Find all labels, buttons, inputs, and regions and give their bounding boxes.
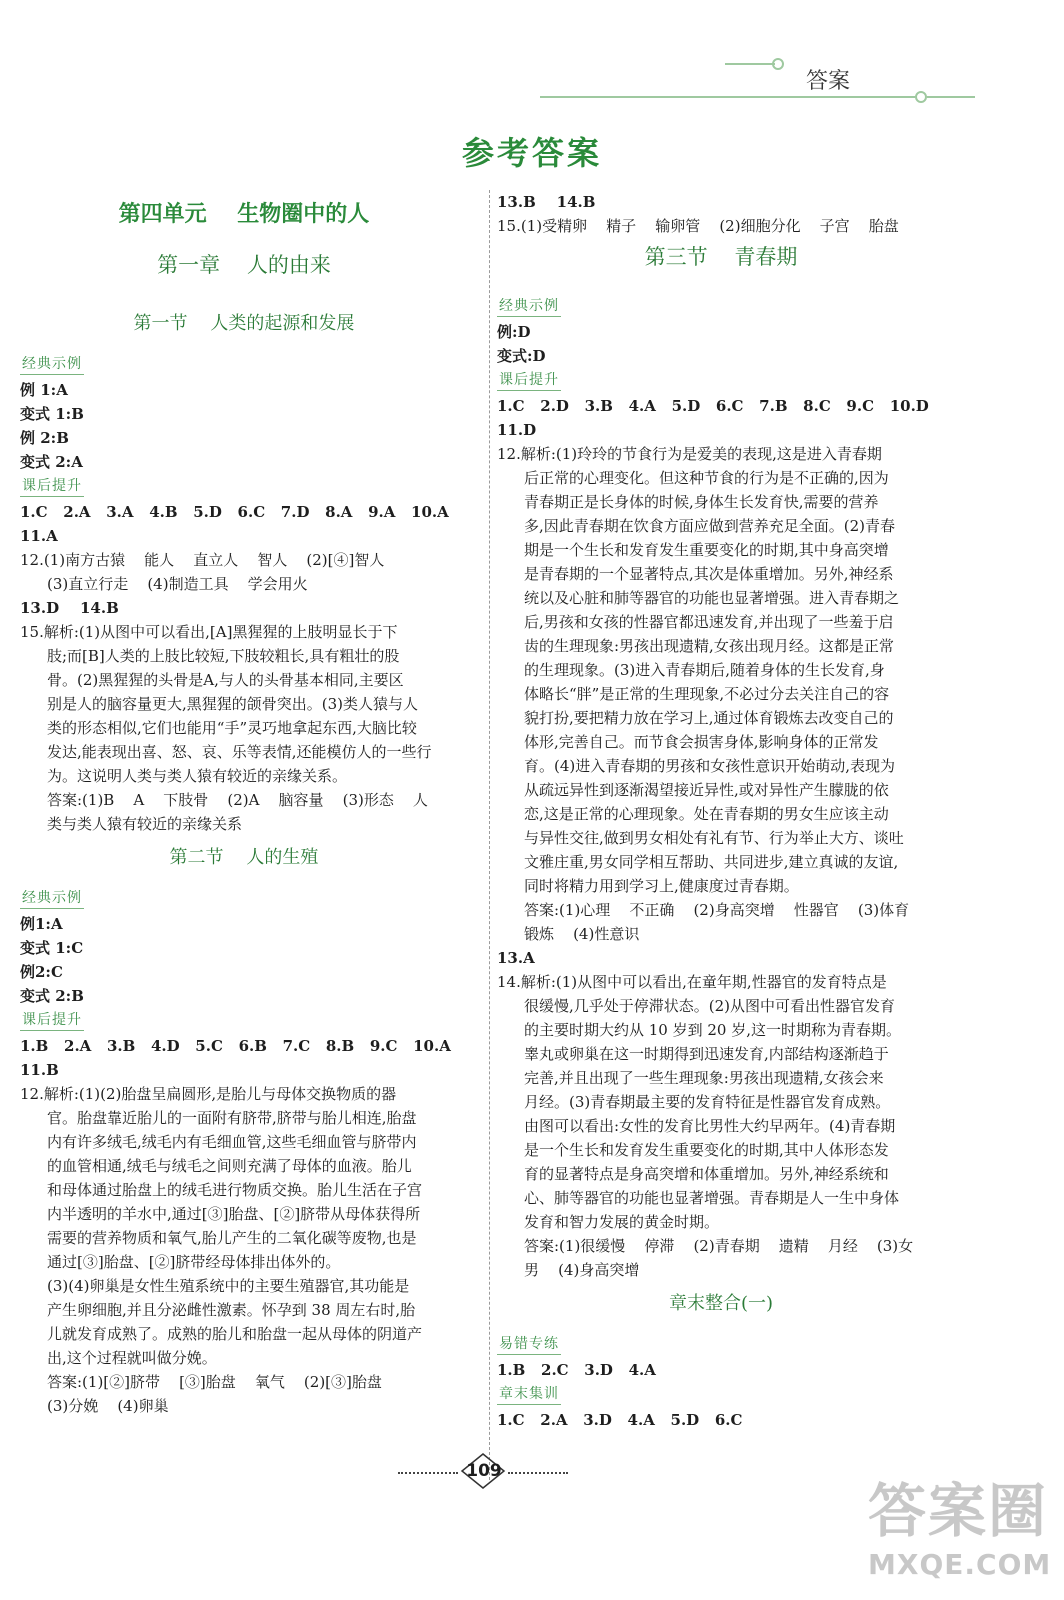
watermark	[868, 1476, 1052, 1584]
answer-line: 类的形态相似,它们也能用“手”灵巧地拿起东西,大脑比较	[47, 719, 417, 737]
subsection-tag-row	[20, 1008, 468, 1034]
left-column	[20, 190, 468, 1418]
answer-line: 的血管相通,绒毛与绒毛之间则充满了母体的血液。胎儿	[47, 1157, 412, 1175]
answer-line: 1.B 2.C 3.D 4.A	[497, 1361, 656, 1379]
subsection-tag-row	[497, 1332, 945, 1358]
answer-line: 男 (4)身高突增	[524, 1261, 640, 1279]
answer-line: 例:D	[497, 323, 531, 341]
answer-line: 答案:(1)很缓慢 停滞 (2)青春期 遗精 月经 (3)女	[524, 1237, 914, 1255]
subsection-tag-row	[20, 886, 468, 912]
answer-line: 的主要时期大约从 10 岁到 20 岁,这一时期称为青春期。	[524, 1021, 902, 1039]
answer-line: 例 1:A	[20, 381, 68, 399]
answer-line: 育。(4)进入青春期的男孩和女孩性意识开始萌动,表现为	[524, 757, 896, 775]
answer-line: 由图可以看出:女性的发育比男性大约早两年。(4)青春期	[524, 1117, 896, 1135]
watermark-sub: MXQE.COM	[868, 1548, 1052, 1581]
answer-line: 恋,这是正常的心理现象。处在青春期的男女生应该主动	[524, 805, 889, 823]
answer-line: 产生卵细胞,并且分泌雌性激素。怀孕到 38 周左右时,胎	[47, 1301, 416, 1319]
answer-line: 和母体通过胎盘上的绒毛进行物质交换。胎儿生活在子宫	[47, 1181, 423, 1199]
answer-line: 从疏远异性到逐渐渴望接近异性,或对异性产生朦胧的依	[524, 781, 889, 799]
answer-line: 锻炼 (4)性意识	[524, 925, 640, 943]
section-heading: 章末整合(一)	[668, 1293, 774, 1314]
answer-line: 肢;而[B]人类的上肢比较短,下肢较粗长,具有粗壮的股	[47, 647, 400, 665]
answer-line: (3)直立行走 (4)制造工具 学会用火	[47, 575, 308, 593]
footer-dots-left	[398, 1472, 458, 1474]
answer-line: 与异性交往,做到男女相处有礼有节、行为举止大方、谈吐	[524, 829, 904, 847]
subsection-tag-row	[497, 368, 945, 394]
answer-line: 11.D	[497, 421, 537, 439]
section-heading: 第一节 人类的起源和发展	[133, 313, 355, 334]
answer-line: 变式 1:C	[20, 939, 84, 957]
answer-line: 出,这个过程就叫做分娩。	[47, 1349, 217, 1367]
chapter-heading: 第一章 人的由来	[157, 253, 331, 277]
subsection-tag: 课后提升	[497, 370, 561, 391]
page-number: 109	[466, 1461, 502, 1481]
answer-line: 需要的营养物质和氧气,胎儿产生的二氧化碳等废物,也是	[47, 1229, 417, 1247]
answer-line: 文雅庄重,男女同学相互帮助、共同进步,建立真诚的友谊,	[524, 853, 899, 871]
answer-line: (3)分娩 (4)卵巢	[47, 1397, 169, 1415]
answer-line: 11.B	[20, 1061, 59, 1079]
answer-line: 变式 1:B	[20, 405, 84, 423]
header-label: 答案	[806, 69, 851, 94]
answer-line: 同时将精力用到学习上,健康度过青春期。	[524, 877, 799, 895]
answer-line: 统以及心脏和肺等器官的功能也显著增强。进入青春期之	[524, 589, 900, 607]
answer-line: 是一个生长和发育发生重要变化的时期,其中人体形态发	[524, 1141, 889, 1159]
answer-line: 15.(1)受精卵 精子 输卵管 (2)细胞分化 子宫 胎盘	[497, 217, 899, 235]
answer-line: 11.A	[20, 527, 58, 545]
answer-line: 例 2:B	[20, 429, 69, 447]
answer-line: 1.C 2.A 3.A 4.B 5.D 6.C 7.D 8.A 9.A 10.A	[20, 503, 449, 521]
answer-line: 例2:C	[20, 963, 63, 981]
answer-line: 1.C 2.A 3.D 4.A 5.D 6.C	[497, 1411, 743, 1429]
subsection-tag: 经典示例	[497, 296, 561, 317]
subsection-tag: 经典示例	[20, 354, 84, 375]
answer-line: 13.D 14.B	[20, 599, 119, 617]
subsection-tag-row	[20, 474, 468, 500]
answer-line: 完善,并且出现了一些生理现象:男孩出现遗精,女孩会来	[524, 1069, 884, 1087]
subsection-tag: 章末集训	[497, 1384, 561, 1405]
answer-line: 儿就发育成熟了。成熟的胎儿和胎盘一起从母体的阴道产	[47, 1325, 423, 1343]
subsection-tag: 易错专练	[497, 1334, 561, 1355]
answer-line: 12.解析:(1)玲玲的节食行为是爱美的表现,这是进入青春期	[497, 445, 882, 463]
answer-line: 变式:D	[497, 347, 546, 365]
answer-line: 貌打扮,要把精力放在学习上,通过体育锻炼去改变自己的	[524, 709, 894, 727]
answer-line: 为。这说明人类与类人猿有较近的亲缘关系。	[47, 767, 348, 785]
subsection-tag-row	[20, 352, 468, 378]
answer-line: 育的显著特点是身高突增和体重增加。另外,神经系统和	[524, 1165, 889, 1183]
header-decoration	[0, 0, 1064, 120]
answer-line: 很缓慢,几乎处于停滞状态。(2)从图中可看出性器官发育	[524, 997, 896, 1015]
answer-line: 变式 2:A	[20, 453, 83, 471]
answer-line: 1.B 2.A 3.B 4.D 5.C 6.B 7.C 8.B 9.C 10.A	[20, 1037, 451, 1055]
answer-line: 15.解析:(1)从图中可以看出,[A]黑猩猩的上肢明显长于下	[20, 623, 398, 641]
page-header	[0, 0, 1064, 120]
column-divider	[489, 190, 490, 1480]
answer-line: 14.解析:(1)从图中可以看出,在童年期,性器官的发育特点是	[497, 973, 887, 991]
subsection-tag-row	[497, 1382, 945, 1408]
footer-dots-right	[508, 1472, 568, 1474]
answer-line: 通过[③]胎盘、[②]脐带经母体排出体外的。	[47, 1253, 341, 1271]
unit-heading: 第四单元 生物圈中的人	[118, 202, 370, 227]
answer-line: 后正常的心理变化。但这种节食的行为是不正确的,因为	[524, 469, 889, 487]
answer-line: (3)(4)卵巢是女性生殖系统中的主要生殖器官,其功能是	[47, 1277, 410, 1295]
answer-line: 后,男孩和女孩的性器官都迅速发育,并出现了一些羞于启	[524, 613, 894, 631]
answer-line: 答案:(1)[②]脐带 [③]胎盘 氧气 (2)[③]胎盘	[47, 1373, 382, 1391]
answer-line: 青春期正是长身体的时候,身体生长发育快,需要的营养	[524, 493, 879, 511]
answer-line: 1.C 2.D 3.B 4.A 5.D 6.C 7.B 8.C 9.C 10.D	[497, 397, 929, 415]
answer-line: 13.B 14.B	[497, 193, 596, 211]
answer-line: 内半透明的羊水中,通过[③]胎盘、[②]脐带从母体获得所	[47, 1205, 421, 1223]
answer-line: 12.解析:(1)(2)胎盘呈扁圆形,是胎儿与母体交换物质的器	[20, 1085, 397, 1103]
answer-line: 的生理现象。(3)进入青春期后,随着身体的生长发育,身	[524, 661, 885, 679]
answer-line: 发达,能表现出喜、怒、哀、乐等表情,还能模仿人的一些行	[47, 743, 432, 761]
answer-line: 体略长“胖”是正常的生理现象,不必过分去关注自己的容	[524, 685, 890, 703]
answer-line: 答案:(1)心理 不正确 (2)身高突增 性器官 (3)体育	[524, 901, 910, 919]
answer-line: 变式 2:B	[20, 987, 84, 1005]
answer-line: 发育和智力发展的黄金时期。	[524, 1213, 720, 1231]
section-heading: 第二节 人的生殖	[169, 847, 319, 868]
answer-line: 期是一个生长和发育发生重要变化的时期,其中身高突增	[524, 541, 889, 559]
answer-line: 是青春期的一个显著特点,其次是体重增加。另外,神经系	[524, 565, 894, 583]
answer-line: 别是人的脑容量更大,黑猩猩的颌骨突出。(3)类人猿与人	[47, 695, 419, 713]
answer-line: 内有许多绒毛,绒毛内有毛细血管,这些毛细血管与脐带内	[47, 1133, 417, 1151]
chapter-heading: 第三节 青春期	[644, 245, 798, 269]
answer-line: 例1:A	[20, 915, 63, 933]
answer-line: 类与类人猿有较近的亲缘关系	[47, 815, 243, 833]
answer-line: 体形,完善自己。而节食会损害身体,影响身体的正常发	[524, 733, 879, 751]
answer-line: 骨。(2)黑猩猩的头骨是A,与人的头骨基本相同,主要区	[47, 671, 404, 689]
answer-line: 睾丸或卵巢在这一时期得到迅速发育,内部结构逐渐趋于	[524, 1045, 889, 1063]
right-column	[497, 190, 945, 1432]
answer-line: 13.A	[497, 949, 535, 967]
answer-line: 答案:(1)B A 下肢骨 (2)A 脑容量 (3)形态 人	[47, 791, 428, 809]
subsection-tag: 课后提升	[20, 476, 84, 497]
page-title: 参考答案	[461, 134, 602, 172]
answer-line: 心、肺等器官的功能也显著增强。青春期是人一生中身体	[524, 1189, 900, 1207]
answer-line: 12.(1)南方古猿 能人 直立人 智人 (2)[④]智人	[20, 551, 385, 569]
answer-line: 月经。(3)青春期最主要的发育特征是性器官发育成熟。	[524, 1093, 891, 1111]
subsection-tag-row	[497, 294, 945, 320]
subsection-tag: 课后提升	[20, 1010, 84, 1031]
subsection-tag: 经典示例	[20, 888, 84, 909]
answer-line: 齿的生理现象:男孩出现遗精,女孩出现月经。这都是正常	[524, 637, 894, 655]
answer-line: 官。胎盘靠近胎儿的一面附有脐带,脐带与胎儿相连,胎盘	[47, 1109, 417, 1127]
watermark-main: 答案圈	[868, 1477, 1049, 1545]
answer-line: 多,因此青春期在饮食方面应做到营养充足全面。(2)青春	[524, 517, 896, 535]
